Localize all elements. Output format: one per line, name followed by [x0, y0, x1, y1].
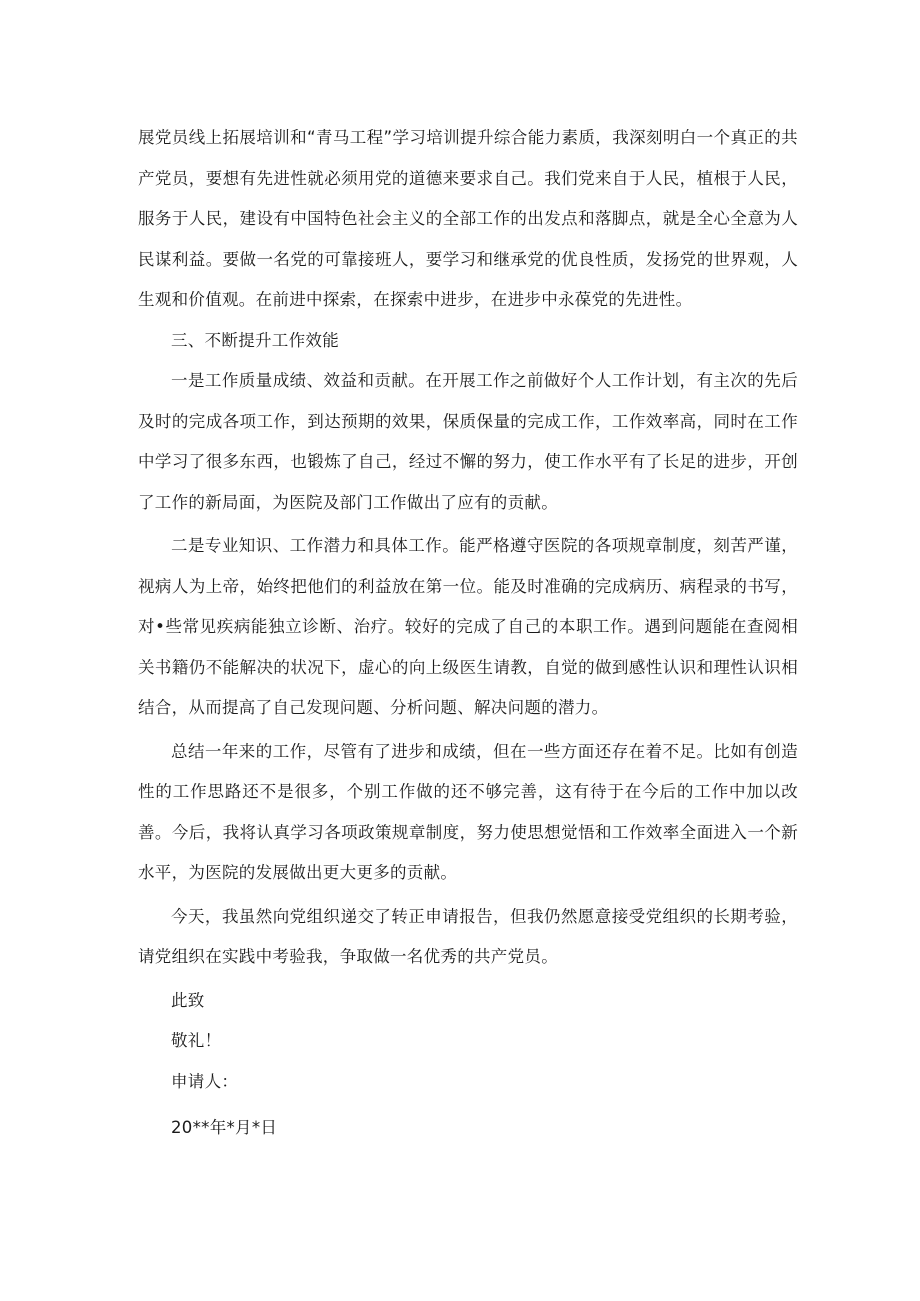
paragraph-year-summary: 总结一年来的工作，尽管有了进步和成绩，但在一些方面还存在着不足。比如有创造性的工作思路还不是很多，个别工作做的还不够完善，这有待于在今后的工作中加以改善。今后，我将认真学习各项政策规章制度，努力使思想觉悟和工作效率全面进入一个新水平，为医院的发展做出更大更多的贡献。 — [138, 741, 798, 882]
paragraph-professional-knowledge: 二是专业知识、工作潜力和具体工作。能严格遵守医院的各项规章制度，刻苦严谨，视病人为上帝，始终把他们的利益放在第一位。能及时准确的完成病历、病程录的书写，对•些常见疾病能独立诊断、治疗。较好的完成了自己的本职工作。遇到问题能在查阅相关书籍仍不能解决的状况下，虚心的向上级医生请教，自觉的做到感性认识和理性认识相结合，从而提高了自己发现问题、分析问题、解决问题的潜力。 — [138, 536, 798, 717]
document-body — [138, 118, 798, 1149]
paragraph-work-quality: 一是工作质量成绩、效益和贡献。在开展工作之前做好个人工作计划，有主次的先后及时的完成各项工作，到达预期的效果，保质保量的完成工作，工作效率高，同时在工作中学习了很多东西，也锻炼了自己，经过不懈的努力，使工作水平有了长足的进步，开创了工作的新局面，为医院及部门工作做出了应有的贡献。 — [138, 371, 798, 512]
section-heading-work-efficiency: 三、不断提升工作效能 — [171, 330, 339, 350]
applicant-label: 申请人： — [171, 1071, 239, 1091]
closing-salutation: 此致 — [171, 990, 205, 1010]
paragraph-probation-request: 今天，我虽然向党组织递交了转正申请报告，但我仍然愿意接受党组织的长期考验，请党组织在实践中考验我，争取做一名优秀的共产党员。 — [138, 906, 798, 966]
application-date: 20**年*月*日 — [171, 1118, 278, 1137]
closing-regards: 敬礼！ — [171, 1031, 222, 1050]
paragraph-party-member-values: 展党员线上拓展培训和“青马工程”学习培训提升综合能力素质，我深刻明白一个真正的共产党员，要想有先进性就必须用党的道德来要求自己。我们党来自于人民，植根于人民，服务于人民，建设有中国特色社会主义的全部工作的出发点和落脚点，就是全心全意为人民谋利益。要做一名党的可靠接班人，要学习和继承党的优良性质，发扬党的世界观，人生观和价值观。在前进中探索，在探索中进步，在进步中永葆党的先进性。 — [138, 128, 798, 309]
